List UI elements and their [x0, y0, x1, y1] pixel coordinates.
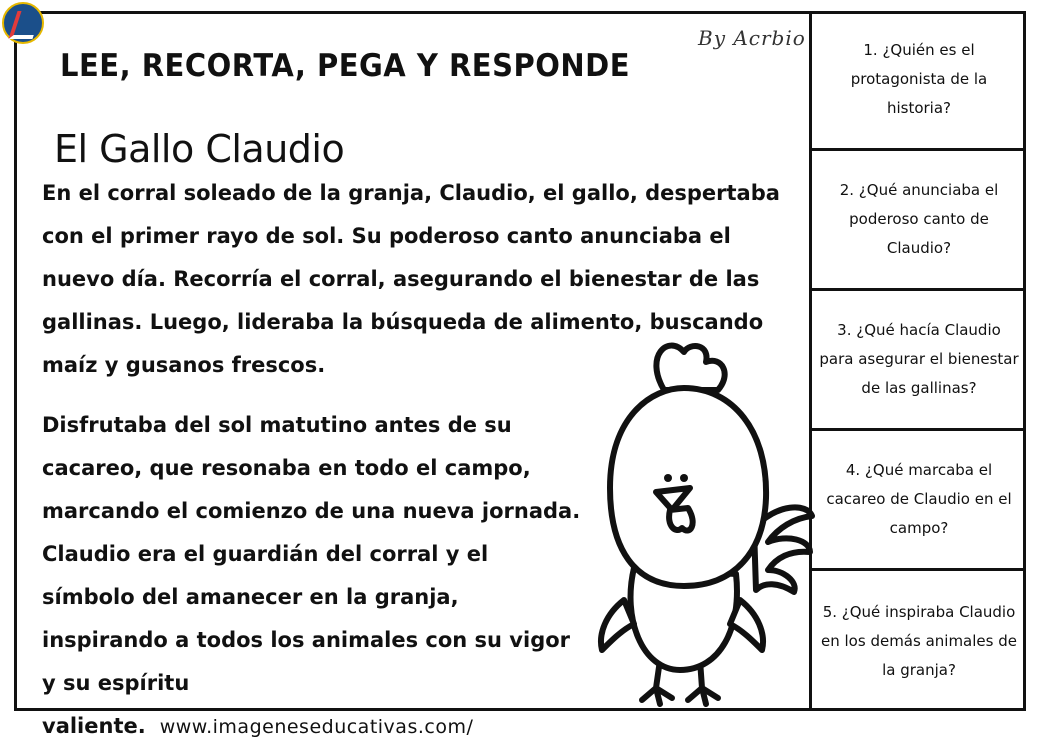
story-paragraph-2-text: Disfrutaba del sol matutino antes de su cacareo, que resonaba en todo el campo, marcando el comienzo de una nueva jornada. Claudio era el guardián del corral y el símbolo del amanecer en la granja, inspirando a todos los animales con su vigor y su espíritu valiente.: [42, 413, 581, 738]
question-cell-5: 5. ¿Qué inspiraba Claudio en los demás animales de la granja?: [821, 602, 1017, 679]
website-text: www.imageneseducativas.com/: [159, 716, 474, 738]
author-byline: By Acrbio: [698, 26, 806, 50]
logo-mark: [8, 11, 41, 39]
question-cell-2: 2. ¿Qué anunciaba el poderoso canto de Claudio?: [812, 151, 1026, 291]
question-cell-4: 4. ¿Qué marcaba el cacareo de Claudio en el campo?: [812, 431, 1026, 571]
story-title: El Gallo Claudio: [54, 127, 345, 171]
question-cell-3: 3. ¿Qué hacía Claudio para asegurar el bienestar de las gallinas?: [812, 291, 1026, 431]
rooster-icon: [572, 338, 818, 708]
questions-column: [809, 11, 1026, 711]
question-cell-1: 1. ¿Quién es el protagonista de la historia?: [812, 11, 1026, 151]
worksheet-heading: LEE, RECORTA, PEGA Y RESPONDE: [60, 46, 631, 84]
story-paragraph-1: En el corral soleado de la granja, Claudio, el gallo, despertaba con el primer rayo de sol. Su poderoso canto anunciaba el nuevo día. Recorría el corral, asegurando el bienestar de las gallinas. Luego, lideraba la búsqueda de alimento, buscando maíz y gusanos frescos.: [42, 181, 780, 377]
logo-icon: [2, 2, 44, 44]
story-paragraph-2: [42, 404, 582, 749]
